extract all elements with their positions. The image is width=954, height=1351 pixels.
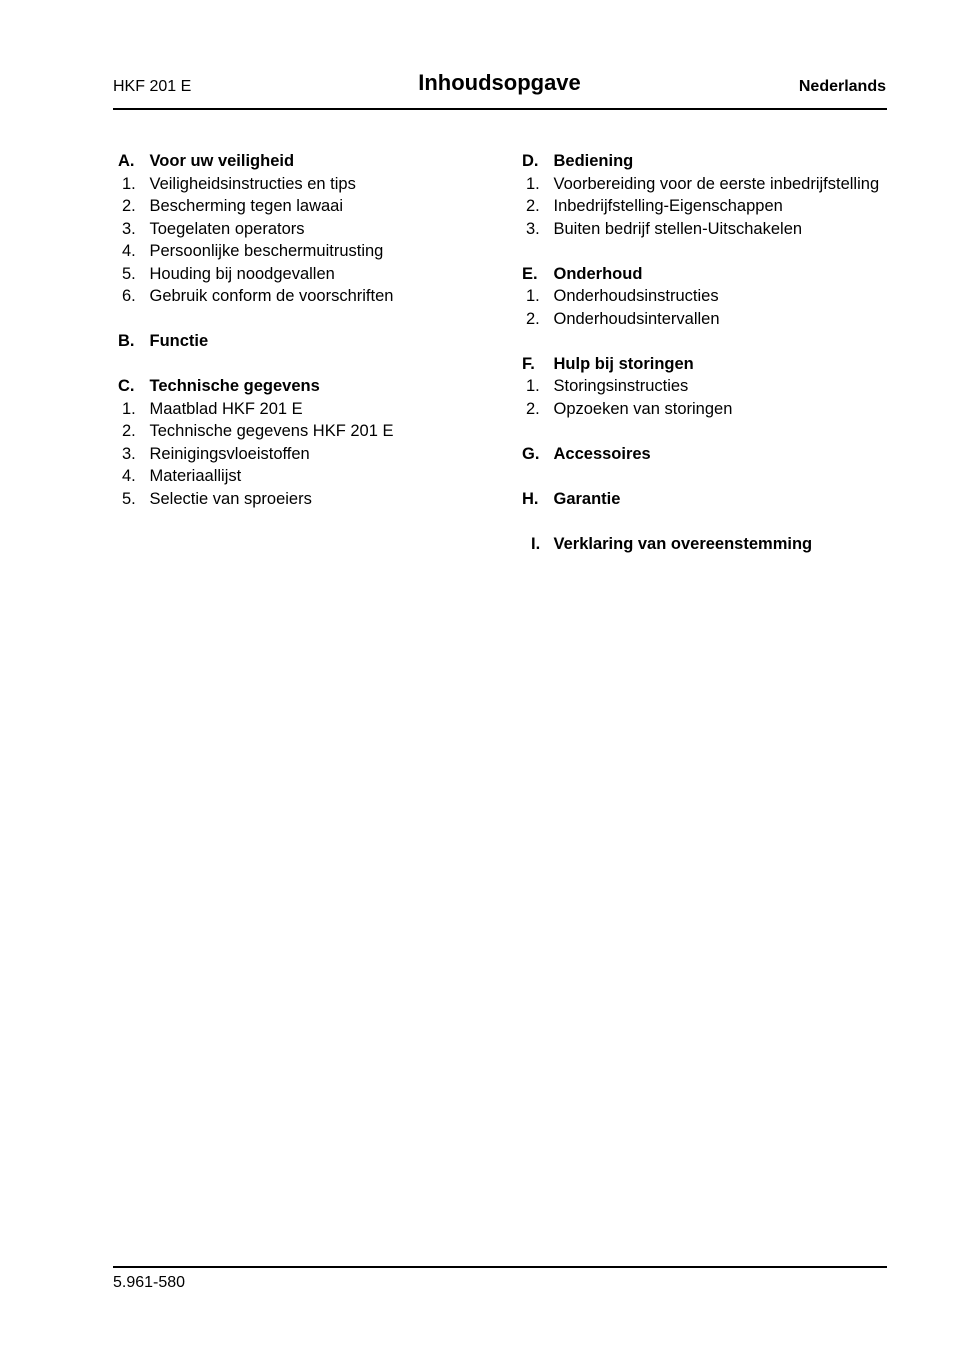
toc-item <box>113 195 493 218</box>
item-title: Selectie van sproeiers <box>149 489 312 508</box>
item-number: 3. <box>122 444 136 463</box>
toc-item <box>113 398 493 421</box>
item-number: 4. <box>122 467 136 485</box>
model-label: HKF 201 E <box>113 78 192 95</box>
header-divider <box>113 108 887 110</box>
item-number: 2. <box>122 197 136 215</box>
toc-section <box>517 353 887 421</box>
item-title: Houding bij noodgevallen <box>149 264 335 283</box>
item-number: 3. <box>526 219 540 238</box>
item-title: Maatblad HKF 201 E <box>149 399 303 418</box>
toc-item <box>517 173 887 196</box>
toc-section-heading <box>517 443 887 466</box>
toc-section-heading <box>113 150 493 173</box>
toc-item <box>113 218 493 241</box>
item-title: Opzoeken van storingen <box>553 399 733 418</box>
item-title: Buiten bedrijf stellen-Uitschakelen <box>553 219 803 238</box>
item-title: Gebruik conform de voorschriften <box>149 287 394 305</box>
item-title: Reinigingsvloeistoffen <box>149 444 310 463</box>
toc-section <box>517 150 887 240</box>
item-title: Storingsinstructies <box>553 377 689 395</box>
item-title: Voorbereiding voor de eerste inbedrijfstelling <box>553 174 880 193</box>
toc-item <box>517 375 887 398</box>
toc-item <box>113 263 493 286</box>
toc-section <box>517 263 887 331</box>
document-number: 5.961-580 <box>113 1274 186 1291</box>
item-number: 1. <box>526 377 540 395</box>
toc-section <box>517 443 887 466</box>
page-title: Inhoudsopgave <box>418 70 581 95</box>
item-title: Inbedrijfstelling-Eigenschappen <box>553 197 783 215</box>
toc-section-heading <box>517 263 887 286</box>
item-number: 4. <box>122 242 136 260</box>
section-title: Technische gegevens <box>149 377 320 395</box>
item-number: 2. <box>526 399 540 418</box>
toc-section-heading <box>517 533 887 556</box>
item-number: 6. <box>122 287 136 305</box>
page-header <box>113 70 886 108</box>
footer-divider <box>113 1266 887 1268</box>
toc-section <box>517 533 887 556</box>
item-number: 1. <box>526 287 540 305</box>
toc-section-heading <box>517 353 887 376</box>
item-number: 5. <box>122 264 136 283</box>
item-number: 3. <box>122 219 136 238</box>
item-title: Persoonlijke beschermuitrusting <box>149 242 384 260</box>
toc-section <box>113 150 493 308</box>
item-number: 2. <box>526 309 540 328</box>
toc-item <box>113 173 493 196</box>
toc-item <box>113 240 493 263</box>
item-number: 5. <box>122 489 136 508</box>
section-letter: I. <box>531 534 541 553</box>
toc-item <box>517 398 887 421</box>
item-number: 1. <box>122 399 136 418</box>
toc-left-column <box>113 150 493 533</box>
toc-item <box>517 285 887 308</box>
toc-item <box>517 195 887 218</box>
section-title: Accessoires <box>553 444 651 463</box>
section-title: Bediening <box>553 152 634 170</box>
item-title: Materiaallijst <box>149 467 242 485</box>
toc-item <box>113 420 493 443</box>
toc-section-heading <box>517 150 887 173</box>
item-number: 1. <box>122 174 136 193</box>
toc-section <box>517 488 887 511</box>
item-number: 2. <box>122 422 136 440</box>
section-title: Hulp bij storingen <box>553 354 694 373</box>
item-number: 2. <box>526 197 540 215</box>
item-title: Technische gegevens HKF 201 E <box>149 422 394 440</box>
section-letter: H. <box>522 489 539 508</box>
language-label: Nederlands <box>798 78 886 95</box>
item-title: Bescherming tegen lawaai <box>149 197 344 215</box>
section-title: Verklaring van overeenstemming <box>553 534 813 553</box>
section-title: Garantie <box>553 489 621 508</box>
section-letter: E. <box>522 264 538 283</box>
item-title: Veiligheidsinstructies en tips <box>149 174 356 193</box>
toc-section-heading <box>113 375 493 398</box>
section-letter: G. <box>522 444 540 463</box>
item-title: Onderhoudsinstructies <box>553 287 719 305</box>
section-title: Onderhoud <box>553 264 643 283</box>
section-title: Voor uw veiligheid <box>149 152 295 170</box>
section-letter: D. <box>522 152 539 170</box>
toc-item <box>113 465 493 488</box>
toc-section-heading <box>113 330 493 353</box>
item-title: Onderhoudsintervallen <box>553 309 720 328</box>
toc-section-heading <box>517 488 887 511</box>
section-letter: A. <box>118 152 135 170</box>
toc-right-column <box>517 150 887 578</box>
toc-item <box>517 218 887 241</box>
toc-item <box>113 285 493 308</box>
item-number: 1. <box>526 174 540 193</box>
section-letter: F. <box>522 354 535 373</box>
item-title: Toegelaten operators <box>149 219 305 238</box>
section-letter: C. <box>118 377 135 395</box>
toc-item <box>113 443 493 466</box>
toc-item <box>113 488 493 511</box>
toc-section <box>113 330 493 353</box>
section-title: Functie <box>149 332 209 350</box>
section-letter: B. <box>118 332 135 350</box>
toc-item <box>517 308 887 331</box>
toc-section <box>113 375 493 510</box>
